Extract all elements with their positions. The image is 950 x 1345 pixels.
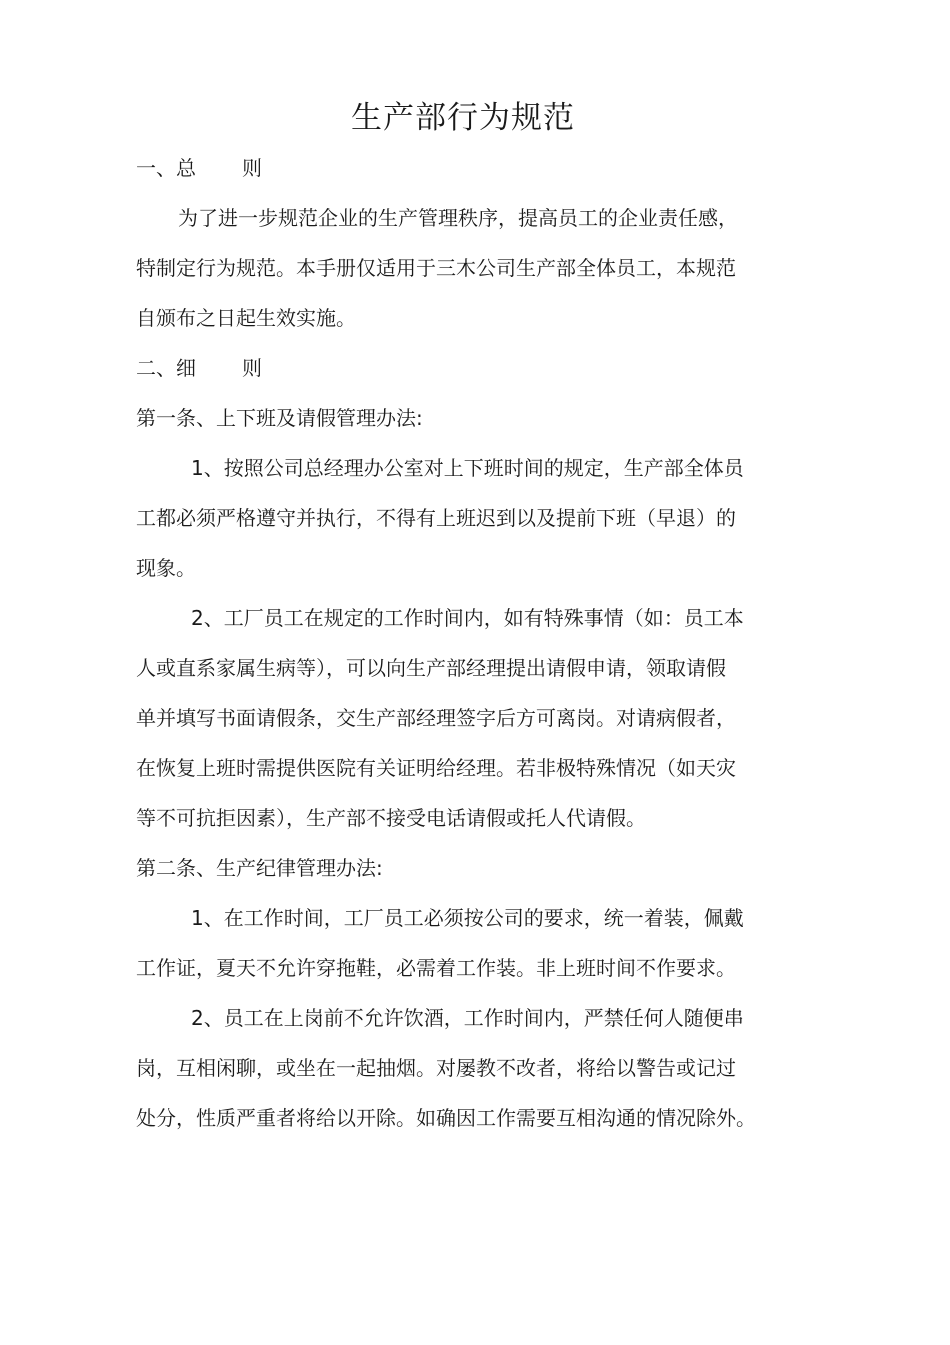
paragraph-line: 2、工厂员工在规定的工作时间内，如有特殊事情（如：员工本 [191,606,744,630]
article1-item2-paragraph [136,593,776,843]
paragraph-line: 单并填写书面请假条，交生产部经理签字后方可离岗。对请病假者， [136,706,736,730]
paragraph-line: 1、在工作时间，工厂员工必须按公司的要求，统一着装，佩戴 [191,906,744,930]
document-body [136,143,776,1143]
intro-paragraph [136,193,776,343]
intro-line: 为了进一步规范企业的生产管理秩序，提高员工的企业责任感， [178,206,738,230]
article1-item1-paragraph [136,443,776,593]
article2-item1-paragraph [136,893,776,993]
paragraph-line: 1、按照公司总经理办公室对上下班时间的规定，生产部全体员 [191,456,744,480]
document-title: 生产部行为规范 [351,100,575,136]
paragraph-line: 处分，性质严重者将给以开除。如确因工作需要互相沟通的情况除外。 [136,1106,756,1130]
paragraph-line: 现象。 [136,556,196,580]
section-heading-details: 二、细 则 [136,356,262,380]
paragraph-line: 等不可抗拒因素），生产部不接受电话请假或托人代请假。 [136,806,646,830]
intro-line: 自颁布之日起生效实施。 [136,306,356,330]
paragraph-line: 岗，互相闲聊，或坐在一起抽烟。对屡教不改者，将给以警告或记过 [136,1056,736,1080]
article2-heading: 第二条、生产纪律管理办法: [136,856,383,880]
article2-item2-paragraph [136,993,776,1143]
article1-heading: 第一条、上下班及请假管理办法: [136,406,423,430]
paragraph-line: 工都必须严格遵守并执行，不得有上班迟到以及提前下班（早退）的 [136,506,736,530]
section-heading-general: 一、总 则 [136,156,262,180]
paragraph-line: 2、员工在上岗前不允许饮酒，工作时间内，严禁任何人随便串 [191,1006,744,1030]
intro-line: 特制定行为规范。本手册仅适用于三木公司生产部全体员工，本规范 [136,256,736,280]
paragraph-line: 在恢复上班时需提供医院有关证明给经理。若非极特殊情况（如天灾 [136,756,736,780]
paragraph-line: 工作证，夏天不允许穿拖鞋，必需着工作装。非上班时间不作要求。 [136,956,736,980]
paragraph-line: 人或直系家属生病等），可以向生产部经理提出请假申请，领取请假 [136,656,726,680]
